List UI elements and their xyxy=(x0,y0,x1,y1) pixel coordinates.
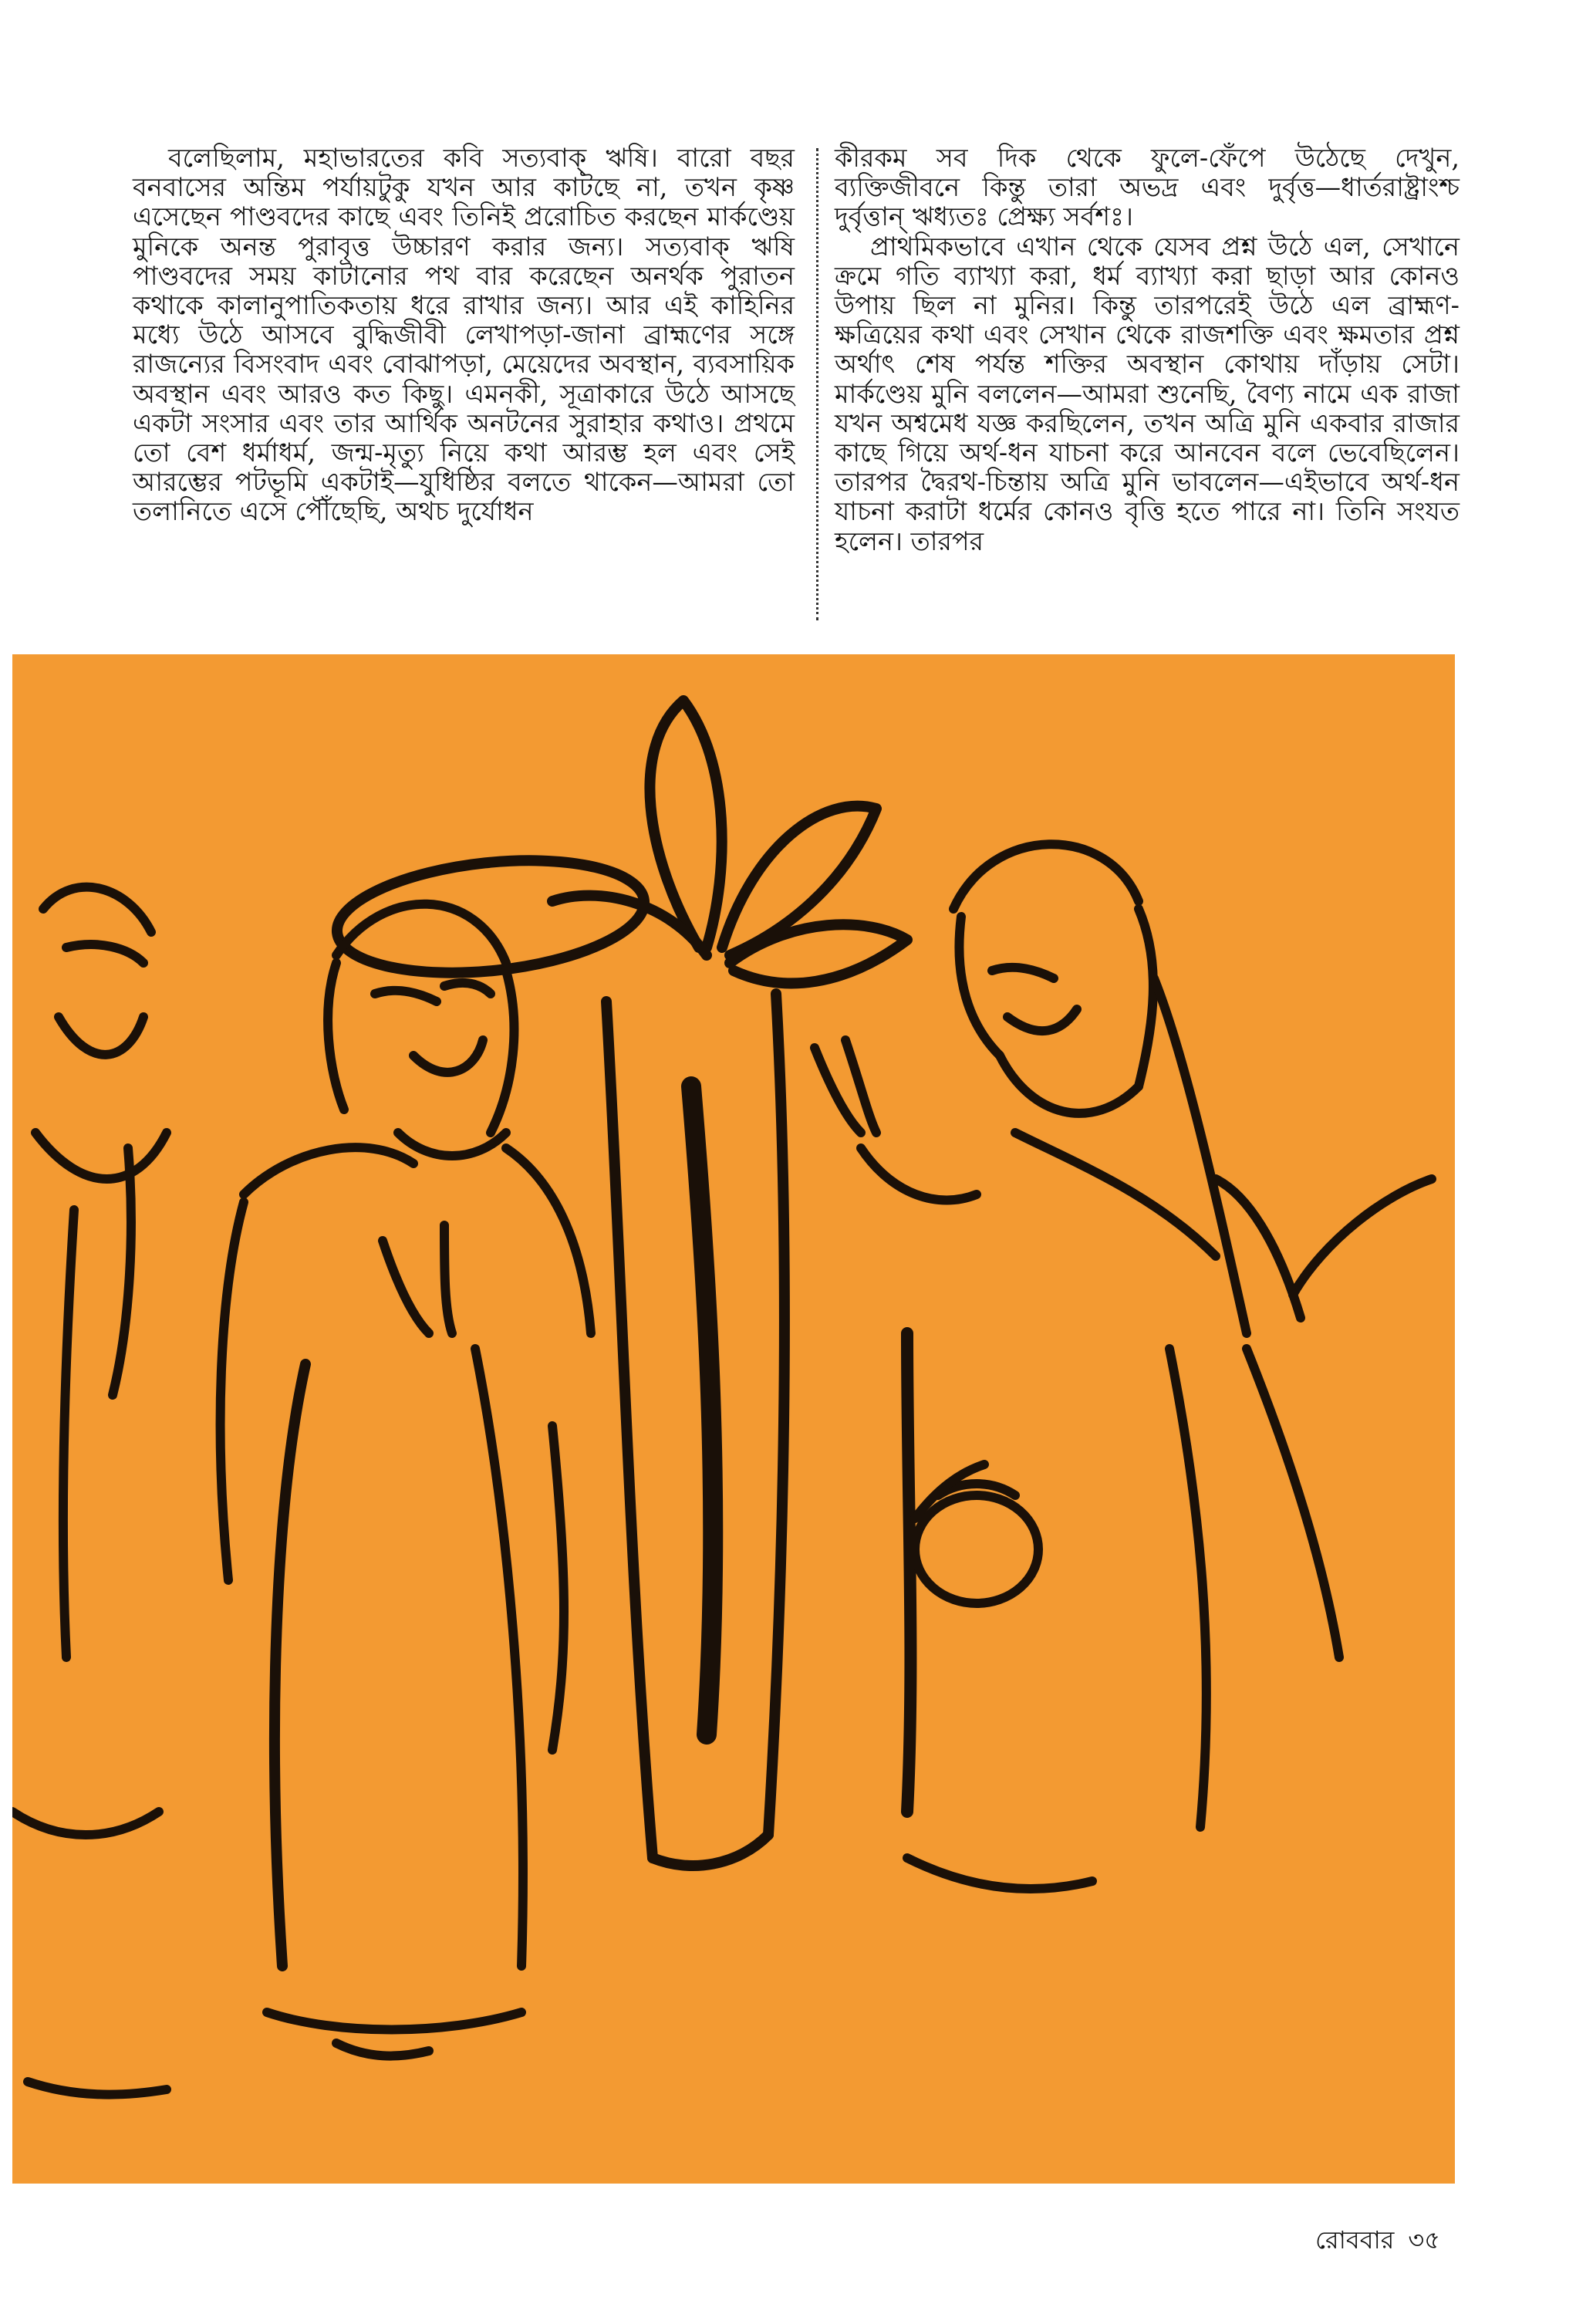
page-footer xyxy=(1315,2221,1440,2262)
tree-illustration xyxy=(332,701,907,1866)
article-paragraph: কীরকম সব দিক থেকে ফুলে-ফেঁপে উঠেছে দেখুন, ব্যক্তিজীবনে কিন্তু তারা অভদ্র এবং দুর্বৃত্ত—ধার্তরাষ্ট্রাংশ্চ দুর্বৃত্তান্ ঋধ্যতঃ প্রেক্ষ্য সর্বশঃ। xyxy=(835,143,1460,232)
article-paragraph: প্রাথমিকভাবে এখান থেকে যেসব প্রশ্ন উঠে এল, সেখানে ক্রমে গতি ব্যাখ্যা করা, ধর্ম ব্যাখ্যা করা ছাড়া আর কোনও উপায় ছিল না মুনির। কিন্তু তারপরেই উঠে এল ব্রাহ্মণ-ক্ষত্রিয়ের কথা এবং সেখান থেকে রাজশক্তি এবং ক্ষমতার প্রশ্ন অর্থাৎ শেষ পর্যন্ত শক্তির অবস্থান কোথায় দাঁড়ায় সেটা। মার্কণ্ডেয় মুনি বললেন—আমরা শুনেছি, বৈণ্য নামে এক রাজা যখন অশ্বমেধ যজ্ঞ করছিলেন, তখন অত্রি মুনি একবার রাজার কাছে গিয়ে অর্থ-ধন যাচনা করে আনবেন বলে ভেবেছিলেন। তারপর দ্বৈরথ-চিন্তায় অত্রি মুনি ভাবলেন—এইভাবে অর্থ-ধন যাচনা করাটা ধর্মের কোনও বৃত্তি হতে পারে না। তিনি সংযত হলেন। তারপর xyxy=(835,231,1460,556)
illustration-sages xyxy=(12,654,1455,2184)
article-column-right xyxy=(835,144,1460,556)
figure-middle-sage xyxy=(221,904,591,2056)
column-divider xyxy=(816,148,818,620)
page-number: ৩৫ xyxy=(1408,2225,1440,2255)
article-paragraph: বলেছিলাম, মহাভারতের কবি সত্যবাক্ ঋষি। বারো বছর বনবাসের অন্তিম পর্যায়টুকু যখন আর কাটছে না, তখন কৃষ্ণ এসেছেন পাণ্ডবদের কাছে এবং তিনিই প্ররোচিত করছেন মার্কণ্ডেয় মুনিকে অনন্ত পুরাবৃত্ত উচ্চারণ করার জন্য। সত্যবাক্ ঋষি পাণ্ডবদের সময় কাটানোর পথ বার করেছেন অনর্থক পুরাতন কথাকে কালানুপাতিকতায় ধরে রাখার জন্য। আর এই কাহিনির মধ্যে উঠে আসবে বুদ্ধিজীবী লেখাপড়া-জানা ব্রাহ্মণের সঙ্গে রাজন্যের বিসংবাদ এবং বোঝাপড়া, মেয়েদের অবস্থান, ব্যবসায়িক অবস্থান এবং আরও কত কিছু। এমনকী, সূত্রাকারে উঠে আসছে একটা সংসার এবং তার আর্থিক অনটনের সুরাহার কথাও। প্রথমে তো বেশ ধর্মাধর্ম, জন্ম-মৃত্যু নিয়ে কথা আরম্ভ হল এবং সেই আরম্ভের পটভূমি একটাই—যুধিষ্ঠির বলতে থাকেন—আমরা তো তলানিতে এসে পৌঁছেছি, অথচ দুর্যোধন xyxy=(133,143,795,527)
magazine-name: রোববার xyxy=(1315,2225,1395,2255)
figure-right-sage xyxy=(815,844,1432,1889)
figure-left-sage xyxy=(12,887,167,2095)
article-column-left xyxy=(133,144,795,527)
